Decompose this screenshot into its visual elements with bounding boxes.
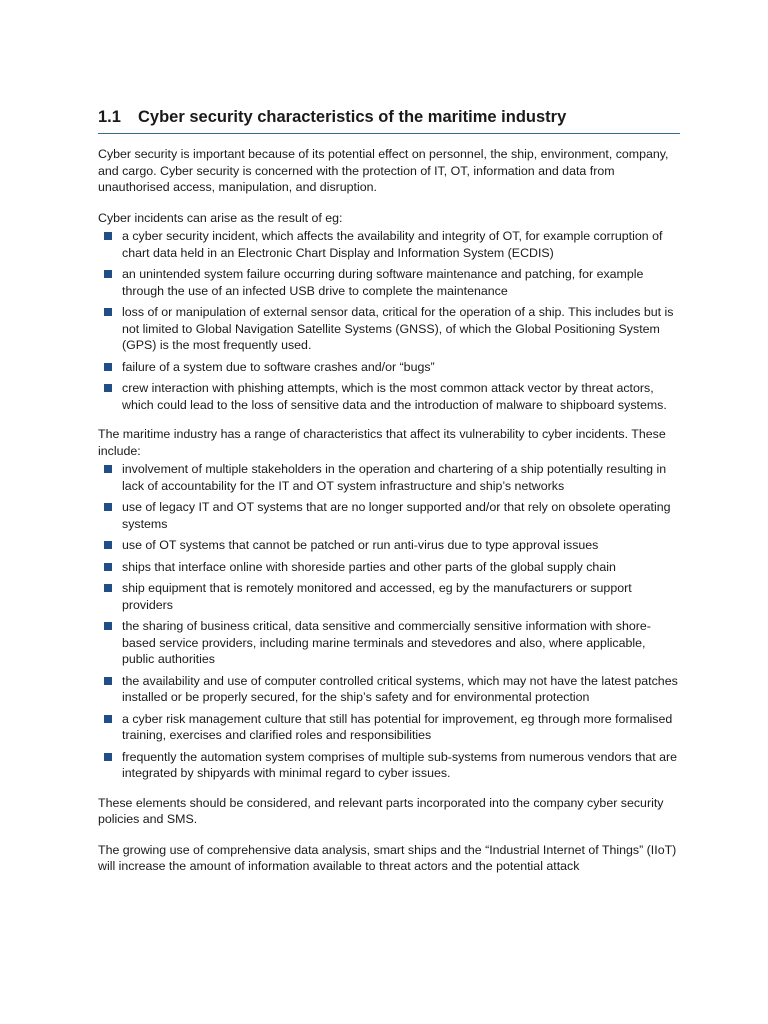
paragraph-incidents-lead: Cyber incidents can arise as the result of eg: [98,210,343,225]
incidents-list [98,228,680,413]
section-number: 1.1 [98,108,121,126]
section-title: Cyber security characteristics of the maritime industry [138,108,567,126]
square-bullet-icon [104,622,112,630]
square-bullet-icon [104,308,112,316]
list-item: an unintended system failure occurring during software maintenance and patching, for example through the use of an infected USB drive to complete the maintenance [98,266,680,299]
list-item: a cyber security incident, which affects the availability and integrity of OT, for example corruption of chart data held in an Electronic Chart Display and Information System (ECDIS) [98,228,680,261]
square-bullet-icon [104,677,112,685]
paragraph-iiot: The growing use of comprehensive data analysis, smart ships and the “Industrial Internet of Things” (IIoT) will increase the amount of information available to threat actors and the potential attack [98,842,677,873]
square-bullet-icon [104,715,112,723]
list-item: ships that interface online with shoreside parties and other parts of the global supply chain [98,559,680,576]
square-bullet-icon [104,541,112,549]
list-item: involvement of multiple stakeholders in the operation and chartering of a ship potentially resulting in lack of accountability for the IT and OT system infrastructure and ship’s networks [98,461,680,494]
document-page [98,108,680,889]
square-bullet-icon [104,465,112,473]
square-bullet-icon [104,384,112,392]
square-bullet-icon [104,503,112,511]
characteristics-list [98,461,680,782]
square-bullet-icon [104,753,112,761]
list-item: the availability and use of computer controlled critical systems, which may not have the latest patches installed or be properly secured, for the ship’s safety and for environmental protection [98,673,680,706]
square-bullet-icon [104,563,112,571]
square-bullet-icon [104,363,112,371]
paragraph-characteristics-lead: The maritime industry has a range of characteristics that affect its vulnerability to cyber incidents. These include: [98,427,666,458]
list-item: ship equipment that is remotely monitored and accessed, eg by the manufacturers or support providers [98,580,680,613]
list-item: failure of a system due to software crashes and/or “bugs” [98,359,680,376]
list-item: use of OT systems that cannot be patched or run anti-virus due to type approval issues [98,537,680,554]
list-item: crew interaction with phishing attempts, which is the most common attack vector by threat actors, which could lead to the loss of sensitive data and the introduction of malware to shipboard systems. [98,380,680,413]
paragraph-intro: Cyber security is important because of its potential effect on personnel, the ship, environment, company, and cargo. Cyber security is concerned with the protection of IT, OT, information and data from unauthorised access, manipulation, and disruption. [98,147,669,194]
square-bullet-icon [104,270,112,278]
paragraph-considerations: These elements should be considered, and relevant parts incorporated into the company cyber security policies and SMS. [98,795,664,826]
list-item: frequently the automation system comprises of multiple sub-systems from numerous vendors that are integrated by shipyards with minimal regard to cyber issues. [98,749,680,782]
square-bullet-icon [104,232,112,240]
list-item: use of legacy IT and OT systems that are no longer supported and/or that rely on obsolete operating systems [98,499,680,532]
list-item: the sharing of business critical, data sensitive and commercially sensitive information with shore-based service providers, including marine terminals and stevedores and also, where applicable, public authorities [98,618,680,668]
list-item: loss of or manipulation of external sensor data, critical for the operation of a ship. This includes but is not limited to Global Navigation Satellite Systems (GNSS), of which the Global Positioning System (GPS) is the most frequently used. [98,304,680,354]
list-item: a cyber risk management culture that still has potential for improvement, eg through more formalised training, exercises and clarified roles and responsibilities [98,711,680,744]
section-heading [98,108,680,134]
square-bullet-icon [104,584,112,592]
